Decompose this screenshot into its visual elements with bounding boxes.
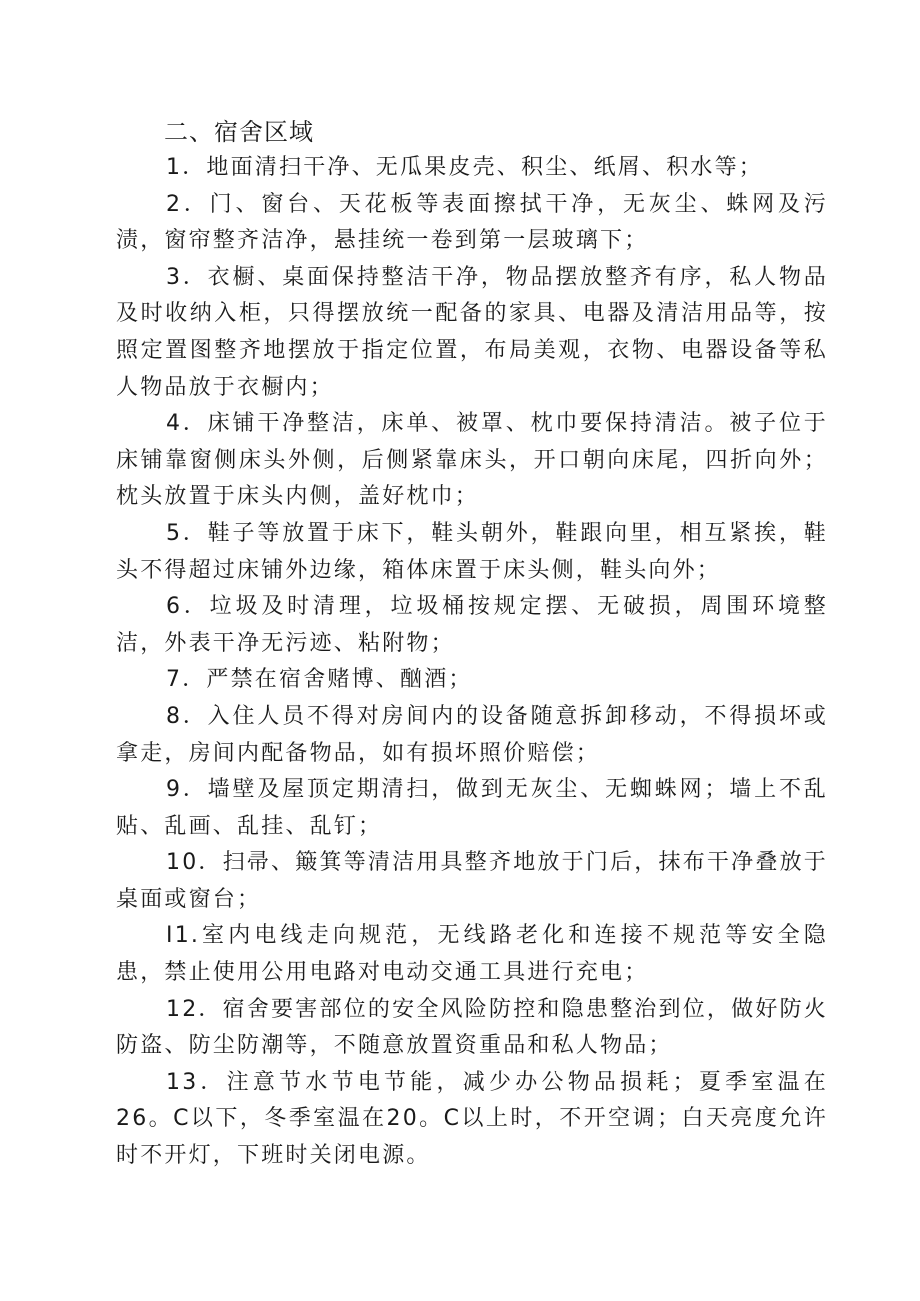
rule-item-4: 4．床铺干净整洁，床单、被罩、枕巾要保持清洁。被子位于床铺靠窗侧床头外侧，后侧紧靠床头，开口朝向床尾，四折向外；枕头放置于床头内侧，盖好枕巾； (116, 411, 828, 510)
rule-item-10: 10．扫帚、簸箕等清洁用具整齐地放于门后，抹布干净叠放于桌面或窗台； (116, 850, 828, 912)
rule-item-3: 3．衣橱、桌面保持整洁干净，物品摆放整齐有序，私人物品及时收纳入柜，只得摆放统一配备的家具、电器及清洁用品等，按照定置图整齐地摆放于指定位置，布局美观，衣物、电器设备等私人物品放于衣橱内； (116, 264, 828, 400)
rule-item-12: 12．宿舍要害部位的安全风险防控和隐患整治到位，做好防火防盗、防尘防潮等，不随意放置资重品和私人物品； (116, 996, 828, 1059)
rule-item-9: 9．墙壁及屋顶定期清扫，做到无灰尘、无蜘蛛网；墙上不乱贴、乱画、乱挂、乱钉； (116, 777, 828, 839)
rule-item-2: 2．门、窗台、天花板等表面擦拭干净，无灰尘、蛛网及污渍，窗帘整齐洁净，悬挂统一卷到第一层玻璃下； (116, 191, 828, 254)
rule-item-5: 5．鞋子等放置于床下，鞋头朝外，鞋跟向里，相互紧挨，鞋头不得超过床铺外边缘，箱体床置于床头侧，鞋头向外； (116, 520, 828, 583)
rule-item-7: 7．严禁在宿舍赌博、酗酒； (166, 667, 473, 693)
rule-item-6: 6．垃圾及时清理，垃圾桶按规定摆、无破损，周围环境整洁，外表干净无污迹、粘附物； (116, 594, 828, 656)
rule-item-11: I1.室内电线走向规范，无线路老化和连接不规范等安全隐患，禁止使用公用电路对电动交通工具进行充电； (116, 923, 828, 986)
rule-item-1: 1．地面清扫干净、无瓜果皮壳、积尘、纸屑、积水等； (166, 155, 763, 180)
rule-item-13: 13．注意节水节电节能，减少办公物品损耗；夏季室温在26。C以下，冬季室温在20。C以上时，不开空调；白天亮度允许时不开灯，下班时关闭电源。 (116, 1069, 828, 1169)
section-heading: 二、宿舍区域 (164, 118, 314, 146)
rule-item-8: 8．入住人员不得对房间内的设备随意拆卸移动，不得损坏或拿走，房间内配备物品，如有损坏照价赔偿； (116, 703, 828, 766)
rule-list (116, 150, 828, 1175)
